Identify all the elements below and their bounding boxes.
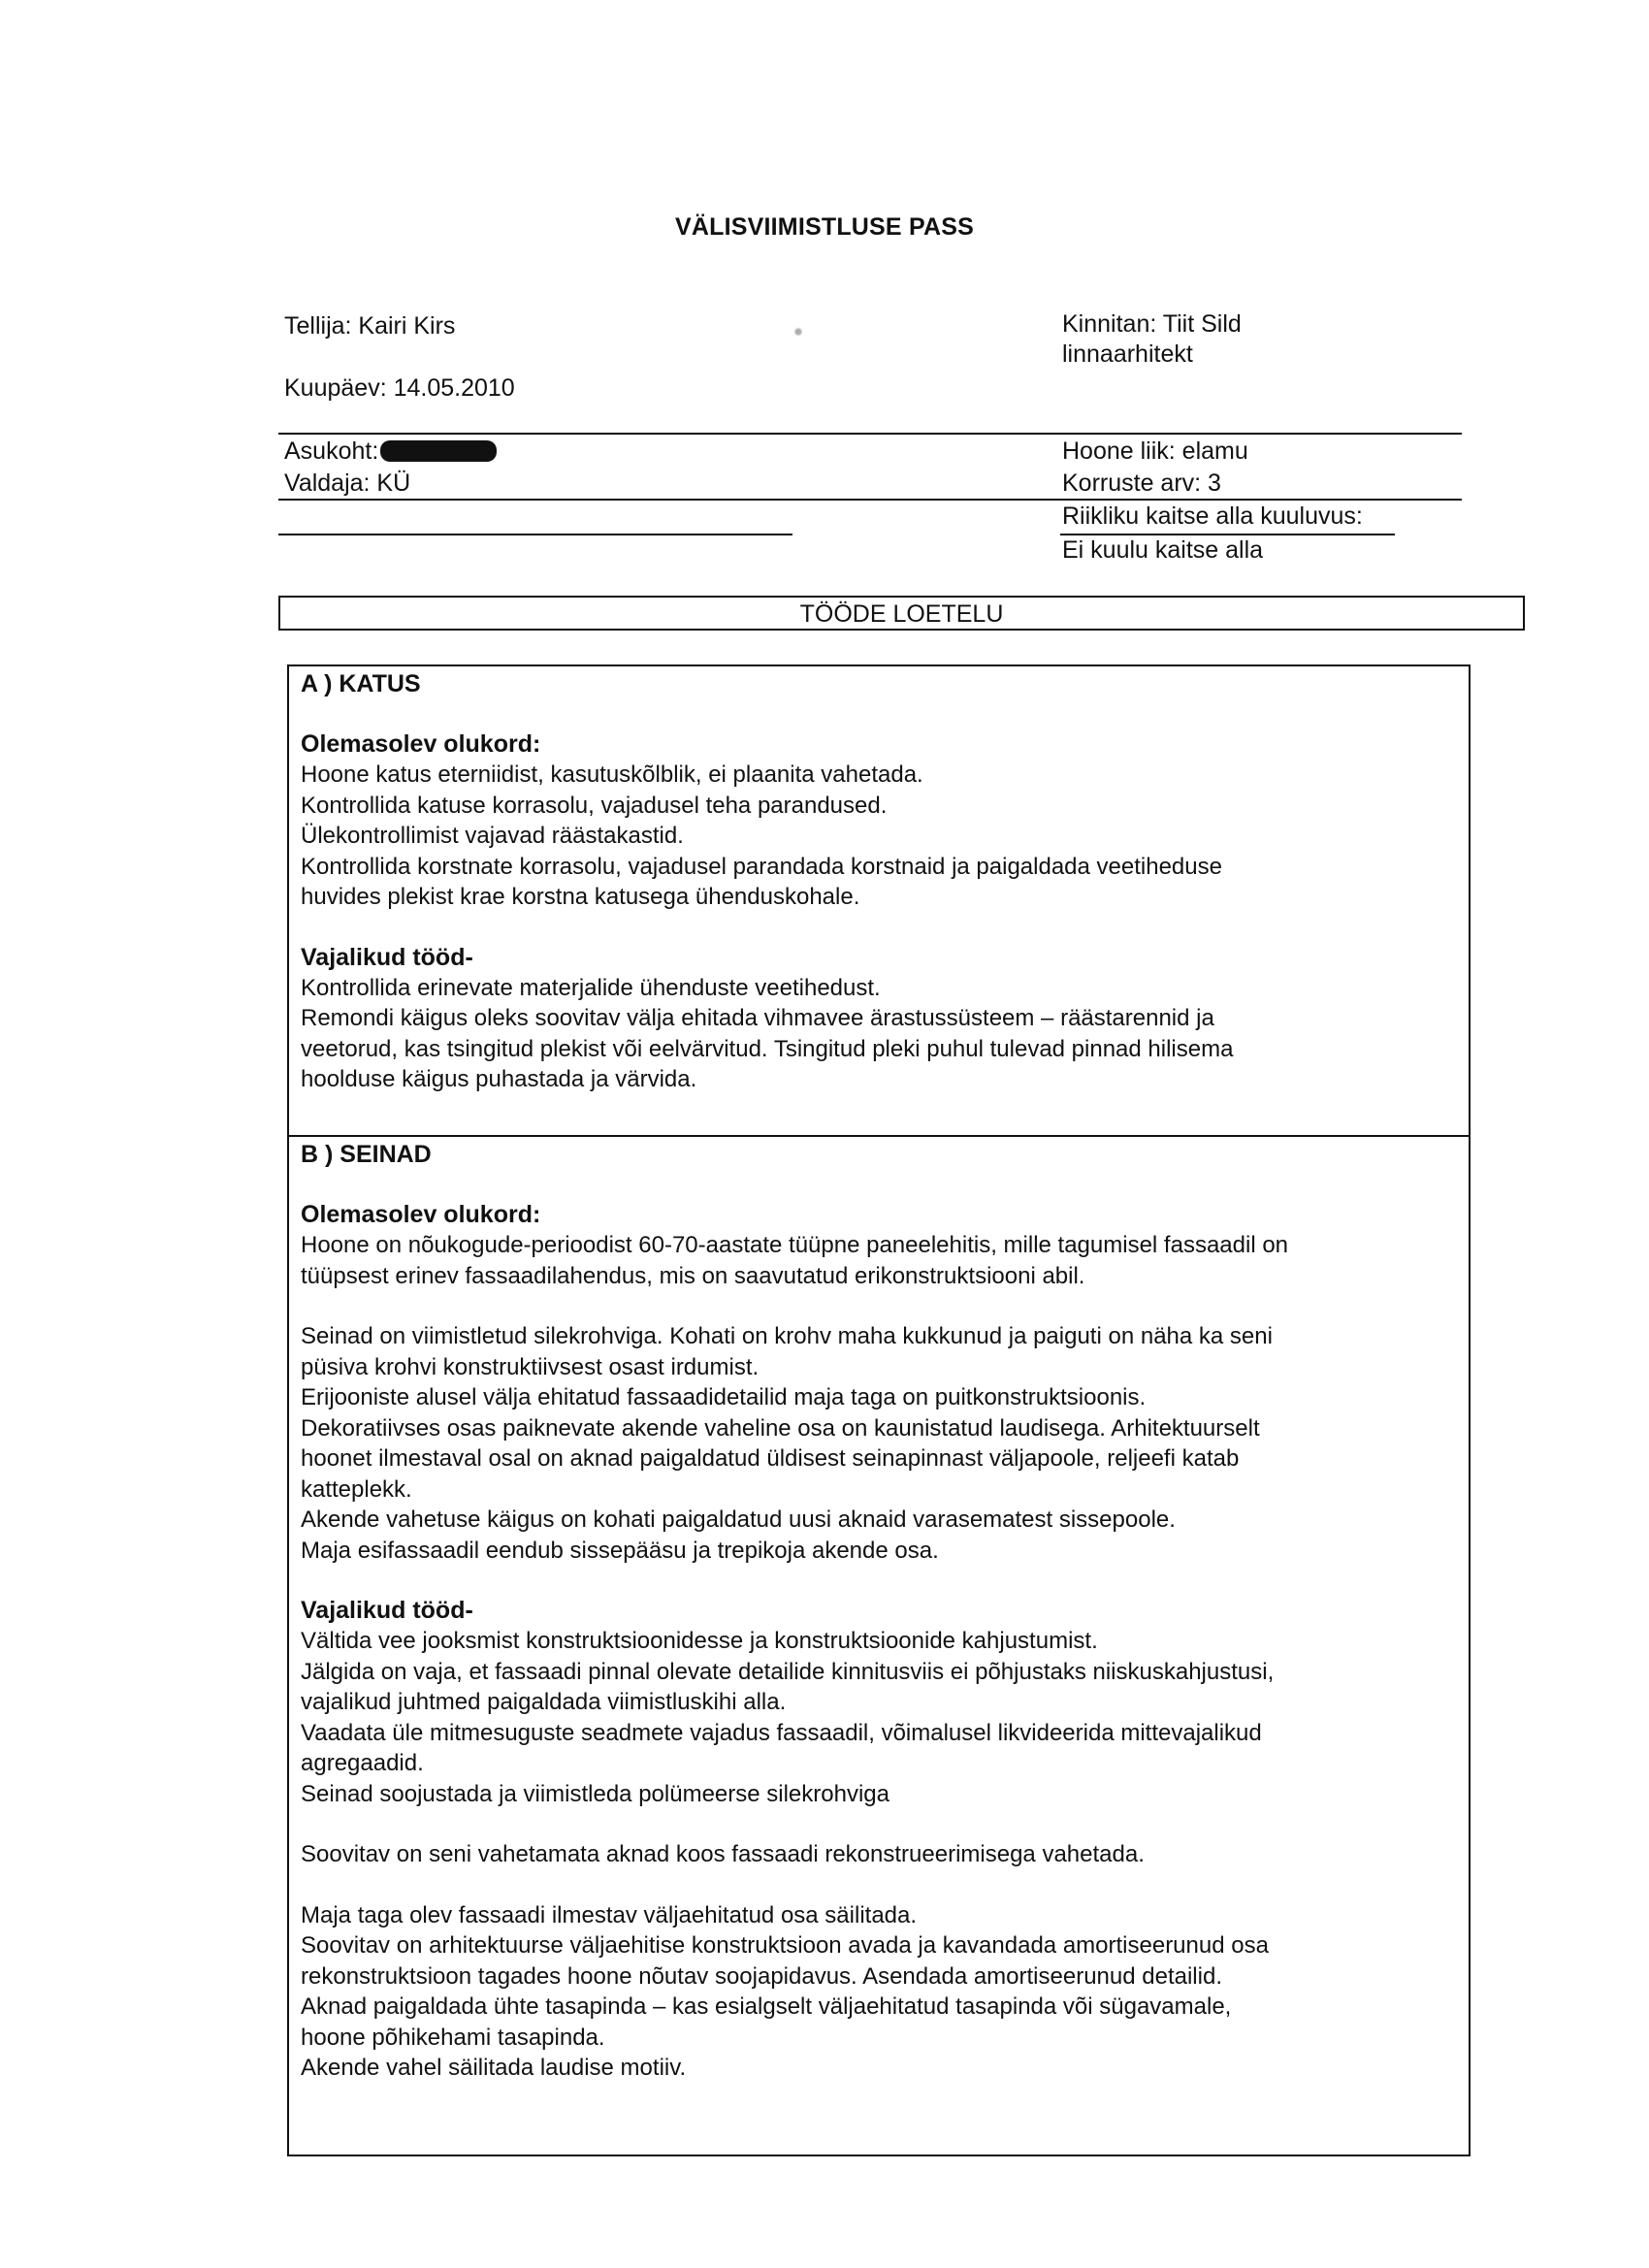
- paragraph-line: katteplekk.: [301, 1475, 412, 1503]
- paragraph-line: agregaadid.: [301, 1750, 424, 1776]
- paragraph-line: hoone põhikehami tasapinda.: [301, 2024, 605, 2051]
- floors-field: Korruste arv: 3: [1062, 470, 1221, 497]
- paragraph-line: Vaadata üle mitmesuguste seadmete vajadus fassaadil, võimalusel likvideerida mittevajalikud: [301, 1719, 1262, 1746]
- location-label: Asukoht:: [284, 437, 379, 465]
- paragraph-line: Kontrollida katuse korrasolu, vajadusel teha parandused.: [301, 792, 888, 819]
- heritage-value: Ei kuulu kaitse alla: [1062, 536, 1264, 564]
- paragraph-line: Remondi käigus oleks soovitav välja ehitada vihmavee ärastussüsteem – räästarennid ja: [301, 1005, 1214, 1031]
- required-works-title: Vajalikud tööd-: [301, 1597, 473, 1624]
- paragraph-line: tüüpsest erinev fassaadilahendus, mis on saavutatud erikonstruktsiooni abil.: [301, 1262, 1085, 1289]
- paragraph-line: Hoone katus eterniidist, kasutuskõlblik, ei plaanita vahetada.: [301, 761, 923, 788]
- section-walls: [289, 1137, 1469, 2155]
- redacted-location: [380, 440, 497, 462]
- paragraph-line: hoolduse käigus puhastada ja värvida.: [301, 1066, 697, 1092]
- current-state-title: Olemasolev olukord:: [301, 730, 541, 758]
- section-title: B ) SEINAD: [301, 1141, 432, 1168]
- paragraph-line: Hoone on nõukogude-perioodist 60-70-aastate tüüpne paneelehitis, mille tagumisel fassaadil on: [301, 1232, 1289, 1258]
- section-title: A ) KATUS: [301, 670, 421, 697]
- scan-speck: [793, 326, 803, 338]
- owner-field: Valdaja: KÜ: [284, 470, 411, 497]
- paragraph-line: Maja taga olev fassaadi ilmestav väljaehitatud osa säilitada.: [301, 1901, 918, 1928]
- paragraph-line: Jälgida on vaja, et fassaadi pinnal olevate detailide kinnitusviis ei põhjustaks niiskuskahjustusi,: [301, 1658, 1275, 1685]
- paragraph-line: hoonet ilmestaval osal on aknad paigaldatud üldisest seinapinnast väljapoole, reljeefi katab: [301, 1445, 1240, 1472]
- paragraph-line: Maja esifassaadil eendub sissepääsu ja trepikoja akende osa.: [301, 1537, 939, 1564]
- client-field: Tellija: Kairi Kirs: [284, 312, 456, 340]
- required-works-title: Vajalikud tööd-: [301, 943, 473, 971]
- paragraph-line: huvides plekist krae korstna katusega ühenduskohale.: [301, 884, 860, 910]
- current-state-title: Olemasolev olukord:: [301, 1201, 541, 1228]
- paragraph-line: Vältida vee jooksmist konstruktsioonidesse ja konstruktsioonide kahjustumist.: [301, 1628, 1098, 1654]
- paragraph-line: Soovitav on seni vahetamata aknad koos fassaadi rekonstrueerimisega vahetada.: [301, 1841, 1145, 1867]
- paragraph-line: rekonstruktsioon tagades hoone nõutav soojapidavus. Asendada amortiseerunud detailid.: [301, 1962, 1222, 1990]
- paragraph-line: püsiva krohvi konstruktiivsest osast irdumist.: [301, 1353, 760, 1380]
- approver-field: Kinnitan: Tiit Sild: [1062, 310, 1242, 338]
- approver-title: linnaarhitekt: [1062, 340, 1193, 368]
- section-roof: [289, 666, 1469, 1137]
- date-field: Kuupäev: 14.05.2010: [284, 374, 515, 402]
- paragraph-line: vajalikud juhtmed paigaldada viimistluskihi alla.: [301, 1689, 787, 1715]
- location-field: [284, 437, 497, 467]
- building-type-field: Hoone liik: elamu: [1062, 437, 1248, 465]
- paragraph-line: Kontrollida korstnate korrasolu, vajadusel parandada korstnaid ja paigaldada veetiheduse: [301, 853, 1222, 880]
- paragraph-line: Akende vahel säilitada laudise motiiv.: [301, 2055, 687, 2081]
- divider-line: [278, 433, 1462, 435]
- heritage-label: Riikliku kaitse alla kuuluvus:: [1062, 502, 1363, 530]
- paragraph-line: Erijooniste alusel välja ehitatud fassaadidetailid maja taga on puitkonstruktsioonis.: [301, 1384, 1147, 1410]
- divider-line: [278, 534, 792, 535]
- document-title: VÄLISVIIMISTLUSE PASS: [675, 213, 974, 241]
- paragraph-line: veetorud, kas tsingitud plekist või eelvärvitud. Tsingitud pleki puhul tulevad pinnad hilisema: [301, 1035, 1234, 1062]
- paragraph-line: Kontrollida erinevate materjalide ühenduste veetihedust.: [301, 974, 881, 1001]
- paragraph-line: Akende vahetuse käigus on kohati paigaldatud uusi aknaid varasematest sissepoole.: [301, 1507, 1176, 1533]
- divider-line: [278, 499, 1462, 501]
- paragraph-line: Aknad paigaldada ühte tasapinda – kas esialgselt väljaehitatud tasapinda või sügavamale,: [301, 1993, 1232, 2020]
- works-list-title: TÖÖDE LOETELU: [799, 600, 1004, 628]
- paragraph-line: Seinad on viimistletud silekrohviga. Kohati on krohv maha kukkunud ja paiguti on näha ka seni: [301, 1323, 1273, 1349]
- paragraph-line: Ülekontrollimist vajavad räästakastid.: [301, 823, 684, 849]
- works-list-header: [278, 596, 1525, 631]
- paragraph-line: Seinad soojustada ja viimistleda polümeerse silekrohviga: [301, 1780, 889, 1807]
- paragraph-line: Dekoratiivses osas paiknevate akende vaheline osa on kaunistatud laudisega. Arhitektuurselt: [301, 1414, 1260, 1442]
- works-table: [287, 664, 1471, 2156]
- paragraph-line: Soovitav on arhitektuurse väljaehitise konstruktsioon avada ja kavandada amortiseerunud osa: [301, 1932, 1269, 1959]
